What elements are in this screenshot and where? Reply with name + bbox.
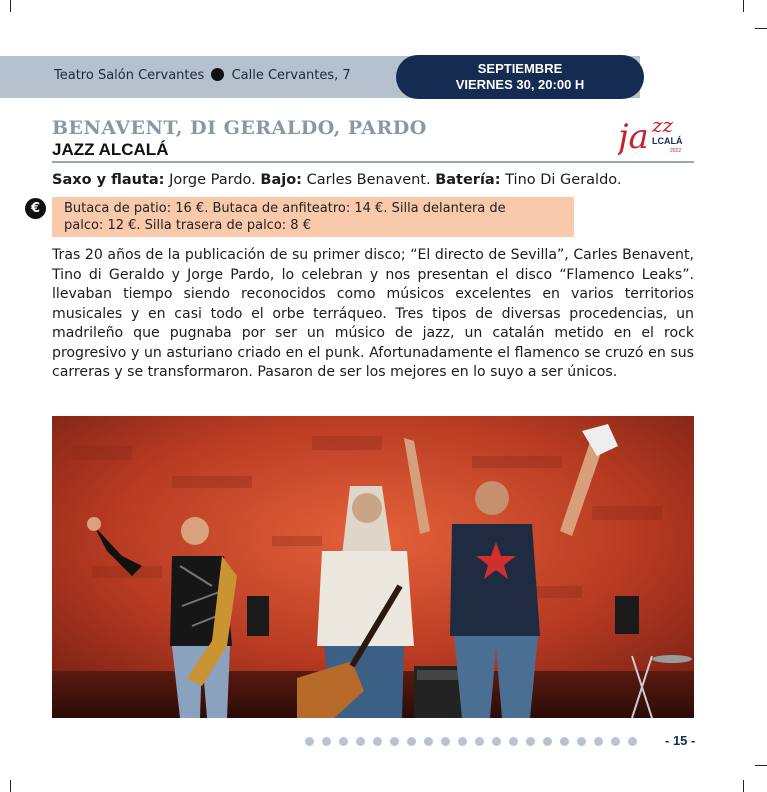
crop-mark	[10, 0, 11, 12]
page-dot	[373, 737, 382, 746]
page-dot	[322, 737, 331, 746]
credit-name: Tino Di Geraldo.	[505, 172, 622, 188]
price-box	[52, 197, 574, 237]
event-description: Tras 20 años de la publicación de su primer disco; “El directo de Sevilla”, Carles Benavent, Tino di Geraldo y Jorge Pardo, lo celebran y nos presentan el disco “Flamenco Leaks”. llevaban tiempo siendo reconocidos como músicos excelentes en varios territorios musicales y en casi todo el orbe terráqueo. Tres tipos de diversas procedencias, un madrileño que pugnaba por ser un músico de jazz, un catalán metido en el rock progresivo y un asturiano criado en el punk. Afortunadamente el flamenco se cruzó en sus carreras y se transformaron. Pasaron de ser los mejores en lo suyo a ser únicos.	[52, 247, 694, 380]
crop-mark	[755, 28, 767, 29]
crop-mark	[743, 780, 744, 792]
venue-address: Calle Cervantes, 7	[231, 68, 351, 83]
page-number: - 15 -	[665, 733, 696, 748]
crop-mark	[10, 780, 11, 792]
concert-photo	[52, 416, 694, 718]
page-dot	[628, 737, 637, 746]
page-dot	[543, 737, 552, 746]
page-dot	[509, 737, 518, 746]
logo-ja: ja	[618, 117, 649, 157]
title-divider	[52, 161, 694, 163]
page-dot	[356, 737, 365, 746]
logo-zz: zz	[652, 113, 674, 137]
page-dot	[594, 737, 603, 746]
event-title: BENAVENT, DI GERALDO, PARDO	[52, 117, 427, 139]
logo-lcala: LCALÁ	[652, 136, 683, 146]
event-subtitle: JAZZ ALCALÁ	[52, 140, 169, 159]
page-dot	[305, 737, 314, 746]
price-line: palco: 12 €. Silla trasera de palco: 8 €	[64, 218, 311, 233]
crop-mark	[755, 765, 767, 766]
page-dot	[390, 737, 399, 746]
venue-name: Teatro Salón Cervantes	[54, 68, 205, 83]
date-month: SEPTIEMBRE	[477, 61, 563, 76]
page-dot	[441, 737, 450, 746]
logo-year: 2022	[670, 148, 682, 154]
credit-role: Bajo:	[260, 172, 302, 188]
credit-name: Carles Benavent.	[306, 172, 431, 188]
price-line: Butaca de patio: 16 €. Butaca de anfiteatro: 14 €. Silla delantera de	[64, 201, 506, 216]
crop-mark	[743, 0, 744, 12]
page-dot	[475, 737, 484, 746]
page-dot	[424, 737, 433, 746]
page-dot	[407, 737, 416, 746]
euro-icon: €	[25, 198, 46, 219]
page-dot	[611, 737, 620, 746]
date-badge	[396, 55, 644, 99]
credit-role: Saxo y flauta:	[52, 172, 165, 188]
credits-line	[52, 172, 622, 188]
credit-name: Jorge Pardo.	[169, 172, 256, 188]
page-dot	[577, 737, 586, 746]
venue-line	[54, 68, 351, 83]
page-dot	[492, 737, 501, 746]
page-dot	[526, 737, 535, 746]
page-dot	[560, 737, 569, 746]
date-time: VIERNES 30, 20:00 H	[455, 77, 585, 92]
jazz-alcala-logo	[618, 108, 688, 158]
credit-role: Batería:	[435, 172, 501, 188]
bullet-icon	[211, 68, 224, 81]
page-dot	[339, 737, 348, 746]
page-dot	[458, 737, 467, 746]
